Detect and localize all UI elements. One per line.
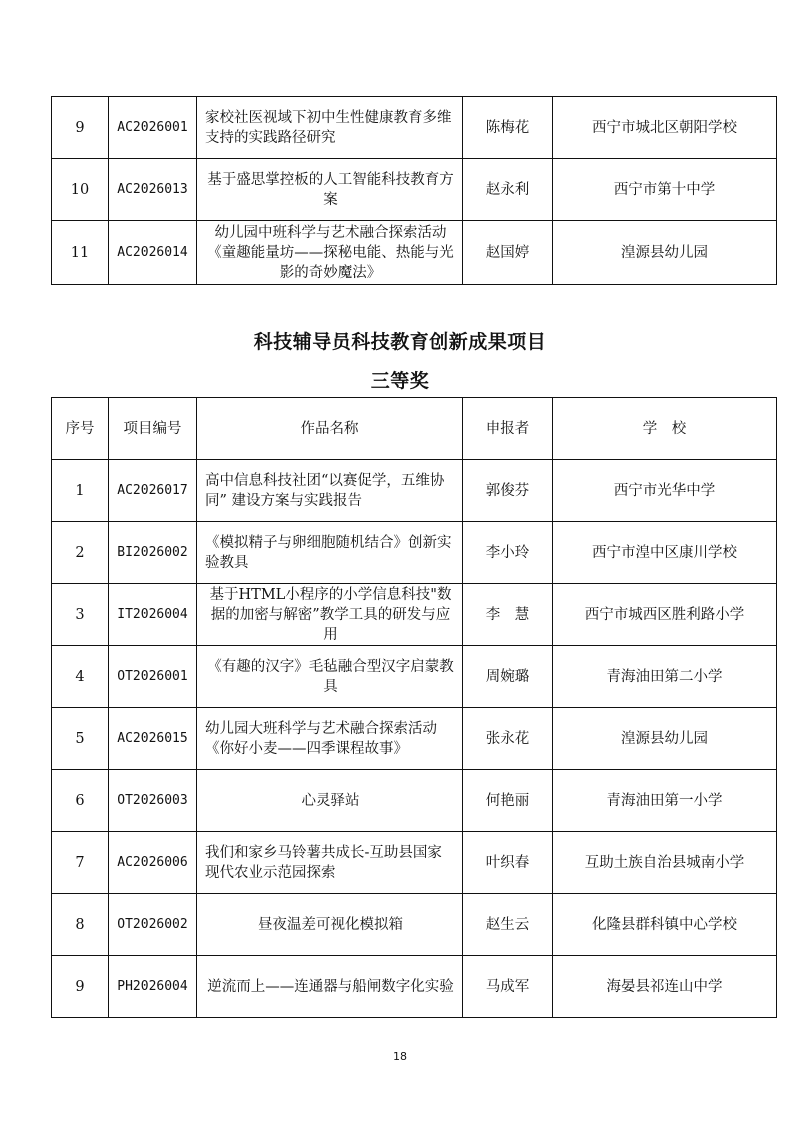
- project-code: OT2026001: [109, 646, 197, 708]
- header-school: 学 校: [553, 398, 777, 460]
- project-code: IT2026004: [109, 584, 197, 646]
- table-row: [52, 894, 777, 956]
- header-title: 作品名称: [197, 398, 463, 460]
- project-title: 基于HTML小程序的小学信息科技"数据的加密与解密”教学工具的研发与应用: [197, 584, 463, 646]
- table-row: [52, 708, 777, 770]
- project-code: PH2026004: [109, 956, 197, 1018]
- row-number: 10: [52, 159, 109, 221]
- applicant: 马成军: [463, 956, 553, 1018]
- school: 互助土族自治县城南小学: [553, 832, 777, 894]
- project-title: 幼儿园中班科学与艺术融合探索活动《童趣能量坊——探秘电能、热能与光影的奇妙魔法》: [197, 221, 463, 285]
- applicant: 赵永利: [463, 159, 553, 221]
- row-number: 4: [52, 646, 109, 708]
- project-title: 家校社医视域下初中生性健康教育多维支持的实践路径研究: [197, 97, 463, 159]
- row-number: 9: [52, 956, 109, 1018]
- award-level: 三等奖: [370, 370, 430, 392]
- school: 湟源县幼儿园: [553, 708, 777, 770]
- row-number: 3: [52, 584, 109, 646]
- table-row: [52, 646, 777, 708]
- row-number: 7: [52, 832, 109, 894]
- project-code: OT2026002: [109, 894, 197, 956]
- school: 西宁市湟中区康川学校: [553, 522, 777, 584]
- applicant: 周婉璐: [463, 646, 553, 708]
- header-number: 序号: [52, 398, 109, 460]
- applicant: 郭俊芬: [463, 460, 553, 522]
- table-row: [52, 159, 777, 221]
- table-row: [52, 584, 777, 646]
- project-code: AC2026014: [109, 221, 197, 285]
- project-title: 《有趣的汉字》毛毡融合型汉字启蒙教具: [197, 646, 463, 708]
- row-number: 5: [52, 708, 109, 770]
- school: 西宁市光华中学: [553, 460, 777, 522]
- applicant: 张永花: [463, 708, 553, 770]
- applicant: 李小玲: [463, 522, 553, 584]
- project-code: BI2026002: [109, 522, 197, 584]
- applicant: 赵生云: [463, 894, 553, 956]
- table-row: [52, 522, 777, 584]
- project-title: 《模拟精子与卵细胞随机结合》创新实验教具: [197, 522, 463, 584]
- school: 西宁市城西区胜利路小学: [553, 584, 777, 646]
- project-title: 幼儿园大班科学与艺术融合探索活动《你好小麦——四季课程故事》: [197, 708, 463, 770]
- project-title: 心灵驿站: [197, 770, 463, 832]
- table-row: [52, 460, 777, 522]
- project-title: 我们和家乡马铃薯共成长-互助县国家现代农业示范园探索: [197, 832, 463, 894]
- table-row: [52, 97, 777, 159]
- school: 海晏县祁连山中学: [553, 956, 777, 1018]
- table-row: [52, 770, 777, 832]
- school: 化隆县群科镇中心学校: [553, 894, 777, 956]
- project-code: AC2026001: [109, 97, 197, 159]
- row-number: 9: [52, 97, 109, 159]
- school: 青海油田第二小学: [553, 646, 777, 708]
- applicant: 何艳丽: [463, 770, 553, 832]
- row-number: 8: [52, 894, 109, 956]
- project-title: 基于盛思掌控板的人工智能科技教育方案: [197, 159, 463, 221]
- school: 西宁市第十中学: [553, 159, 777, 221]
- project-code: OT2026003: [109, 770, 197, 832]
- table-row: [52, 956, 777, 1018]
- project-title: 逆流而上——连通器与船闸数字化实验: [197, 956, 463, 1018]
- third-prize-table: [51, 397, 777, 1018]
- table-row: [52, 221, 777, 285]
- awards-table-continued: [51, 96, 777, 285]
- school: 西宁市城北区朝阳学校: [553, 97, 777, 159]
- table-header-row: [52, 398, 777, 460]
- applicant: 陈梅花: [463, 97, 553, 159]
- table-row: [52, 832, 777, 894]
- page-number: 18: [393, 1050, 407, 1063]
- applicant: 李 慧: [463, 584, 553, 646]
- school: 湟源县幼儿园: [553, 221, 777, 285]
- applicant: 叶织春: [463, 832, 553, 894]
- row-number: 11: [52, 221, 109, 285]
- project-title: 高中信息科技社团“以赛促学，五维协同” 建设方案与实践报告: [197, 460, 463, 522]
- project-code: AC2026006: [109, 832, 197, 894]
- project-title: 昼夜温差可视化模拟箱: [197, 894, 463, 956]
- school: 青海油田第一小学: [553, 770, 777, 832]
- row-number: 2: [52, 522, 109, 584]
- applicant: 赵国婷: [463, 221, 553, 285]
- row-number: 6: [52, 770, 109, 832]
- section-title: 科技辅导员科技教育创新成果项目: [253, 331, 547, 353]
- row-number: 1: [52, 460, 109, 522]
- header-code: 项目编号: [109, 398, 197, 460]
- project-code: AC2026015: [109, 708, 197, 770]
- project-code: AC2026017: [109, 460, 197, 522]
- header-applicant: 申报者: [463, 398, 553, 460]
- project-code: AC2026013: [109, 159, 197, 221]
